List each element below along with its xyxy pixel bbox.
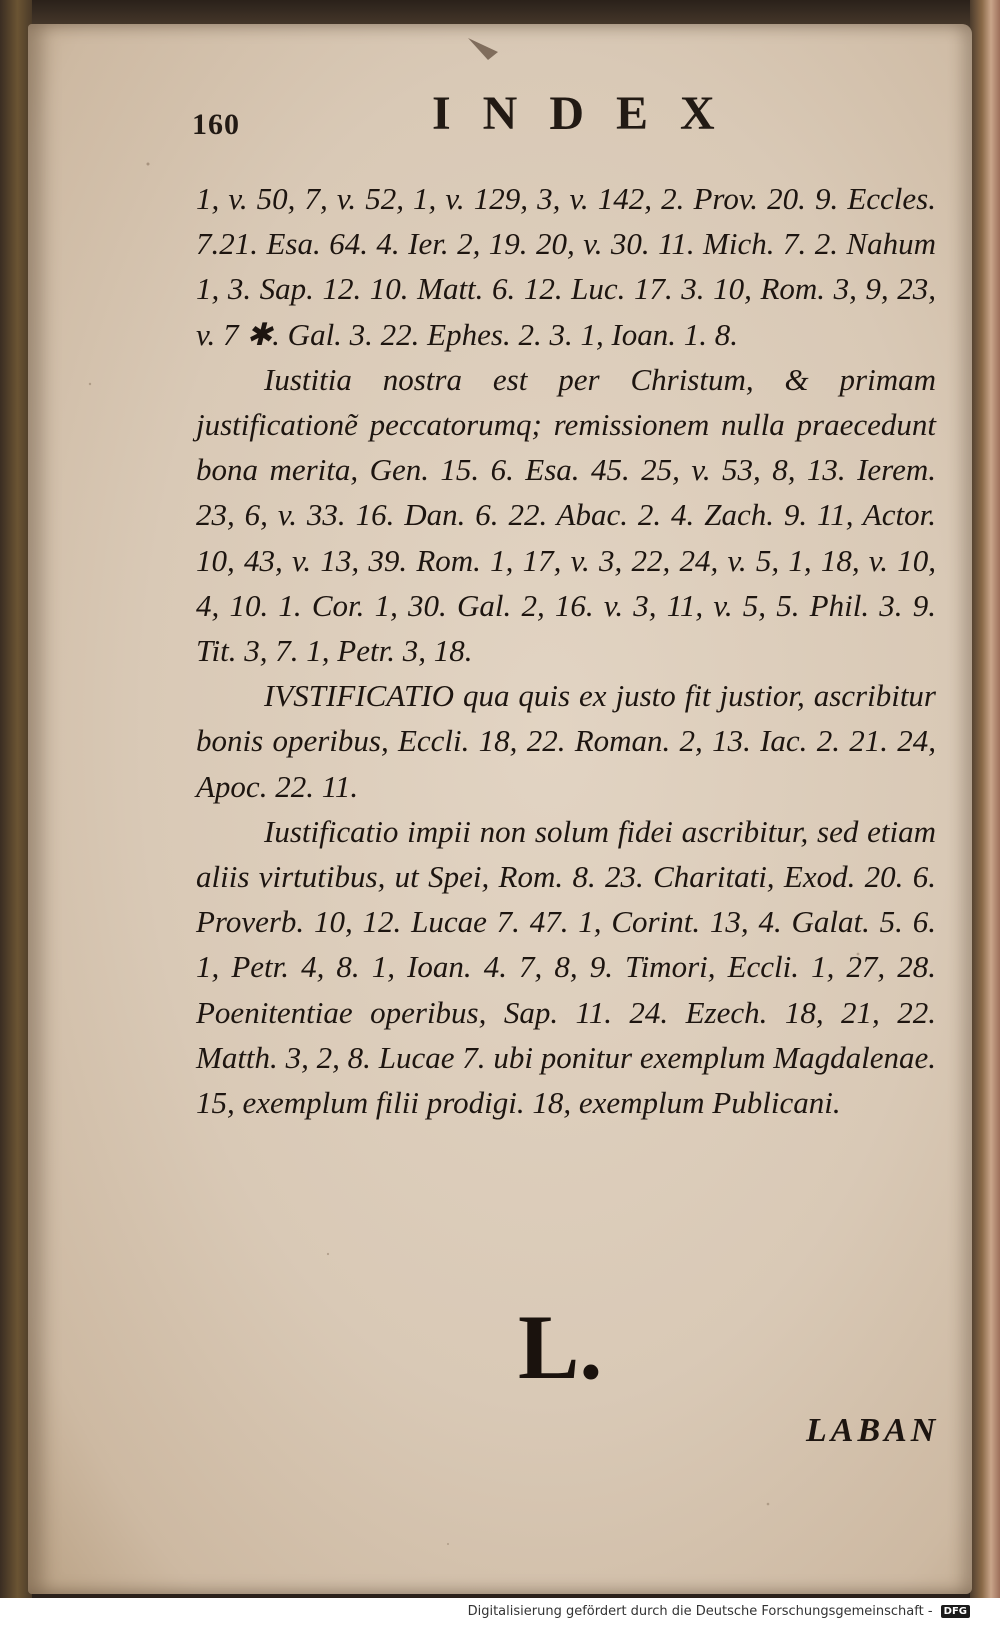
index-entry-iustificatio-impii: Iustificatio impii non solum fidei ascribitur, sed etiam aliis virtutibus, ut Spei, Rom. 8. 23. Charitati, Exod. 20. 6. Proverb. 10, 12. Lucae 7. 47. 1, Corint. 13, 4. Galat. 5. 6. 1, Petr. 4, 8. 1, Ioan. 4. 7, 8, 9. Timori, Eccli. 1, 27, 28. Poenitentiae operibus, Sap. 11. 24. Ezech. 18, 21, 22. Matth. 3, 2, 8. Lucae 7. ubi ponitur exemplum Magdalenae. 15, exemplum filii prodigi. 18, exemplum Publicani. — [196, 813, 936, 1121]
running-head: INDEX — [432, 87, 747, 140]
catchword: LABAN — [806, 1412, 940, 1449]
paper-page — [28, 24, 972, 1594]
index-body — [196, 176, 936, 1125]
book-cover-right — [970, 0, 1000, 1598]
footer-credit-text: Digitalisierung gefördert durch die Deutsche Forschungsgemeinschaft - — [467, 1604, 933, 1619]
dfg-logo-icon: DFG — [941, 1605, 970, 1618]
index-entry-iustificatio: IVSTIFICATIO qua quis ex justo fit justior, ascribitur bonis operibus, Eccli. 18, 22. Roman. 2, 13. Iac. 2. 21. 24, Apoc. 22. 11. — [196, 678, 936, 804]
page-content — [28, 24, 972, 1594]
index-entry-references: 1, v. 50, 7, v. 52, 1, v. 129, 3, v. 142, 2. Prov. 20. 9. Eccles. 7.21. Esa. 64. 4. Ier. 2, 19. 20, v. 30. 11. Mich. 7. 2. Nahum 1, 3. Sap. 12. 10. Matt. 6. 12. Luc. 17. 3. 10, Rom. 3, 9, 23, v. 7 ✱. Gal. 3. 22. Ephes. 2. 3. 1, Ioan. 1. 8. — [196, 181, 936, 352]
section-letter: L. — [518, 1296, 603, 1398]
page-number: 160 — [192, 108, 240, 141]
digitization-footer — [0, 1598, 1000, 1629]
page-header — [192, 86, 932, 146]
footer-credit — [468, 1604, 970, 1619]
index-entry-iustitia: Iustitia nostra est per Christum, & primam justificationẽ peccatorumq; remissionem nulla praecedunt bona merita, Gen. 15. 6. Esa. 45. 25, v. 53, 8, 13. Ierem. 23, 6, v. 33. 16. Dan. 6. 22. Abac. 2. 4. Zach. 9. 11, Actor. 10, 43, v. 13, 39. Rom. 1, 17, v. 3, 22, 24, v. 5, 1, 18, v. 10, 4, 10. 1. Cor. 1, 30. Gal. 2, 16. v. 3, 11, v. 5, 5. Phil. 3. 9. Tit. 3, 7. 1, Petr. 3, 18. — [196, 361, 936, 669]
